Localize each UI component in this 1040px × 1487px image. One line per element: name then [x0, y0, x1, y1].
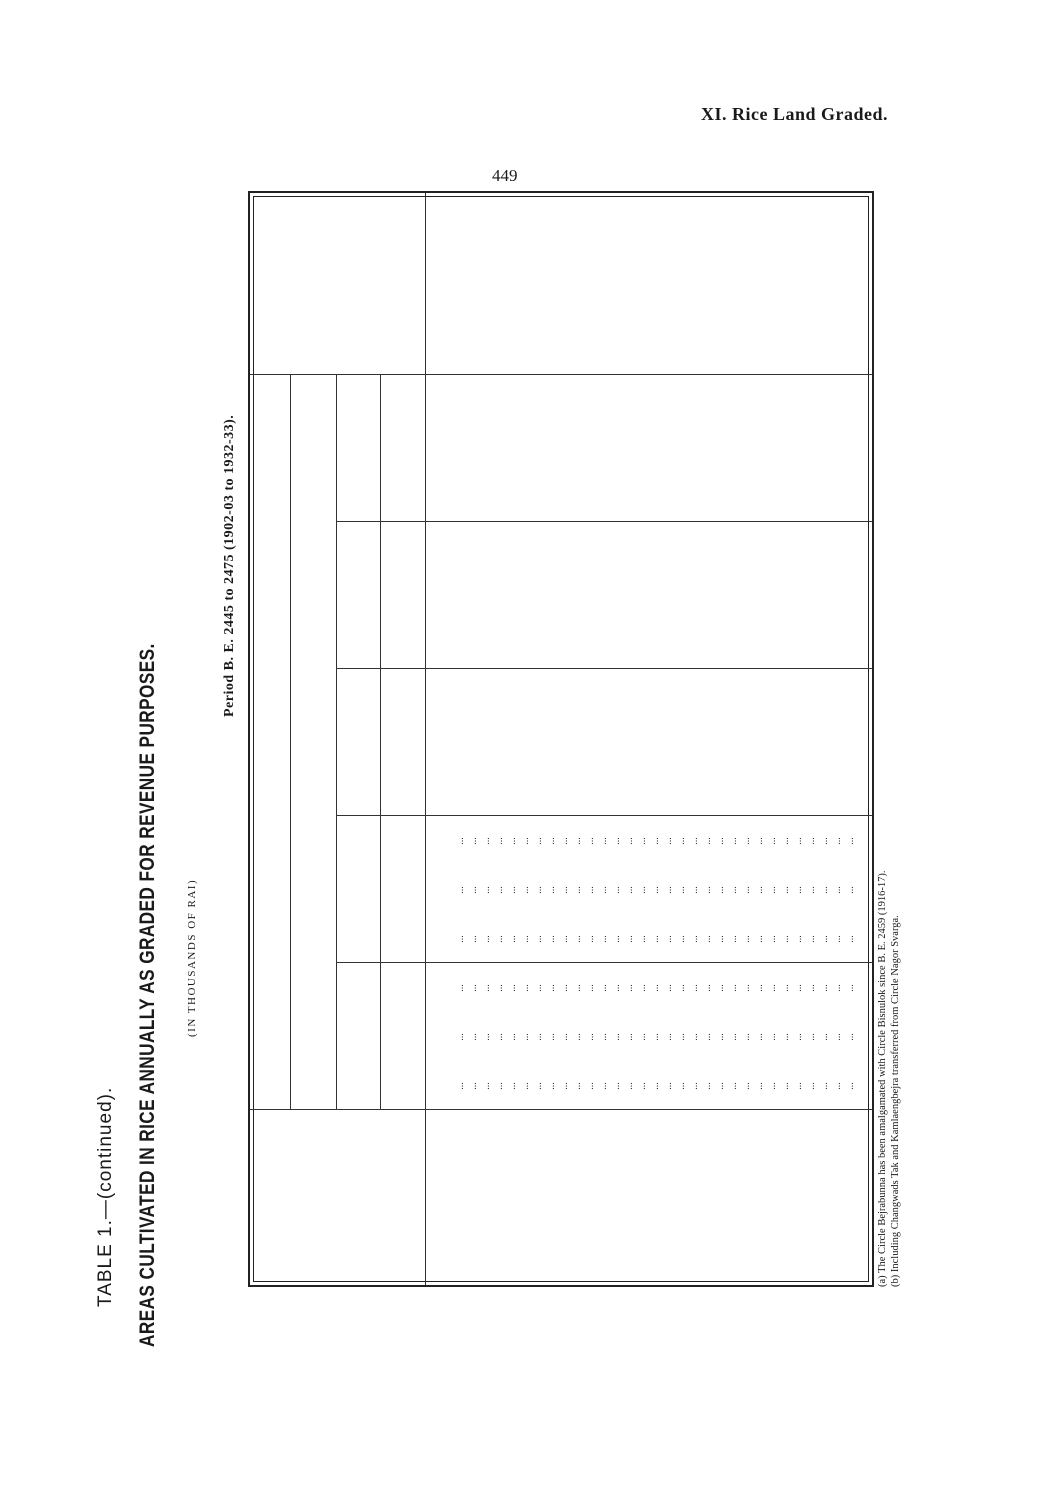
empty-cell: ...	[455, 886, 466, 894]
empty-cell: ...	[728, 886, 739, 894]
empty-cell: ...	[507, 837, 518, 845]
empty-cell: ...	[832, 984, 843, 992]
empty-cell: ...	[689, 984, 700, 992]
empty-cell: ...	[845, 935, 856, 943]
empty-cell: ...	[507, 1082, 518, 1090]
empty-cell: ...	[546, 837, 557, 845]
empty-cell: ...	[819, 935, 830, 943]
empty-cell: ...	[845, 1082, 856, 1090]
empty-cell: ...	[585, 1082, 596, 1090]
empty-cell: ...	[702, 886, 713, 894]
empty-cell: ...	[624, 1033, 635, 1041]
empty-cell: ...	[819, 837, 830, 845]
empty-cell: ...	[819, 984, 830, 992]
empty-cell: ...	[819, 1082, 830, 1090]
empty-cell: ...	[559, 837, 570, 845]
empty-cell: ...	[624, 886, 635, 894]
empty-cell: ...	[650, 984, 661, 992]
empty-cell: ...	[520, 1033, 531, 1041]
empty-cell: ...	[741, 1082, 752, 1090]
empty-cell: ...	[754, 1033, 765, 1041]
empty-cell: ...	[520, 935, 531, 943]
empty-cell: ...	[663, 1082, 674, 1090]
empty-cell: ...	[637, 984, 648, 992]
grade-divider-4	[336, 521, 872, 522]
empty-cell: ...	[793, 837, 804, 845]
empty-cell: ...	[806, 984, 817, 992]
empty-cell: ...	[611, 886, 622, 894]
empty-cell: ...	[520, 1082, 531, 1090]
empty-cell: ...	[689, 935, 700, 943]
empty-cell: ...	[572, 1033, 583, 1041]
section-title: XI. Rice Land Graded.	[700, 104, 888, 124]
empty-cell: ...	[702, 837, 713, 845]
empty-cell: ...	[494, 984, 505, 992]
empty-cell: ...	[585, 1033, 596, 1041]
empty-cell: ...	[494, 1033, 505, 1041]
empty-cell: ...	[624, 935, 635, 943]
empty-cell: ...	[793, 984, 804, 992]
empty-cell: ...	[624, 1082, 635, 1090]
empty-cell: ...	[702, 935, 713, 943]
empty-cell: ...	[832, 837, 843, 845]
page-number: 449	[492, 166, 518, 185]
empty-cell: ...	[637, 1082, 648, 1090]
empty-cell: ...	[754, 837, 765, 845]
empty-cell: ...	[663, 935, 674, 943]
empty-cell: ...	[494, 886, 505, 894]
empty-cell: ...	[663, 837, 674, 845]
empty-cell: ...	[598, 1082, 609, 1090]
empty-cell: ...	[676, 935, 687, 943]
empty-cell: ...	[637, 935, 648, 943]
empty-cell: ...	[455, 935, 466, 943]
empty-cell: ...	[780, 886, 791, 894]
empty-cell: ...	[767, 1082, 778, 1090]
empty-cell: ...	[832, 935, 843, 943]
empty-cell: ...	[455, 1082, 466, 1090]
empty-cell: ...	[559, 935, 570, 943]
empty-cell: ...	[845, 984, 856, 992]
empty-cell: ...	[793, 1033, 804, 1041]
empty-cell: ...	[637, 1033, 648, 1041]
empty-cell: ...	[715, 837, 726, 845]
empty-cell: ...	[793, 1082, 804, 1090]
empty-cell: ...	[832, 1033, 843, 1041]
subheader-divider	[425, 193, 426, 1285]
grade-divider	[336, 375, 337, 1110]
empty-cell: ...	[637, 886, 648, 894]
empty-cell: ...	[715, 1033, 726, 1041]
empty-cell: ...	[559, 886, 570, 894]
grade-divider-3	[336, 668, 872, 669]
empty-cell: ...	[533, 1082, 544, 1090]
empty-cell: ...	[611, 935, 622, 943]
empty-cell: ...	[676, 984, 687, 992]
empty-cell: ...	[494, 935, 505, 943]
empty-cell: ...	[767, 886, 778, 894]
empty-cell: ...	[481, 935, 492, 943]
table-inner-border	[253, 196, 869, 1282]
empty-cell: ...	[533, 935, 544, 943]
empty-cell: ...	[611, 1082, 622, 1090]
empty-cell: ...	[585, 837, 596, 845]
empty-cell: ...	[533, 886, 544, 894]
empty-cell: ...	[715, 886, 726, 894]
empty-cell: ...	[715, 984, 726, 992]
empty-cell: ...	[728, 1033, 739, 1041]
empty-cell: ...	[741, 984, 752, 992]
empty-cell: ...	[637, 837, 648, 845]
empty-cell: ...	[676, 886, 687, 894]
empty-cell: ...	[663, 984, 674, 992]
empty-cell: ...	[533, 1033, 544, 1041]
empty-cell: ...	[741, 935, 752, 943]
empty-cell: ...	[728, 984, 739, 992]
empty-cell: ...	[689, 1033, 700, 1041]
empty-cell: ...	[741, 837, 752, 845]
empty-cell: ...	[572, 1082, 583, 1090]
empty-cell: ...	[780, 984, 791, 992]
table-title: TABLE 1.—(continued).	[95, 1086, 116, 1307]
units-note: (IN THOUSANDS OF RAI)	[186, 878, 198, 1037]
empty-cell: ...	[793, 886, 804, 894]
empty-cell: ...	[546, 984, 557, 992]
total-column-divider	[250, 374, 872, 375]
empty-cell: ...	[546, 935, 557, 943]
empty-cell: ...	[728, 1082, 739, 1090]
empty-cell: ...	[676, 1082, 687, 1090]
empty-cell: ...	[663, 1033, 674, 1041]
empty-cell: ...	[468, 984, 479, 992]
grade-divider-1	[336, 962, 872, 963]
empty-cell: ...	[468, 886, 479, 894]
empty-cell: ...	[598, 935, 609, 943]
empty-cell: ...	[507, 984, 518, 992]
empty-cell: ...	[689, 837, 700, 845]
empty-cell: ...	[754, 886, 765, 894]
main-title: AREAS CULTIVATED IN RICE ANNUALLY AS GRADED FOR REVENUE PURPOSES.	[136, 643, 159, 1347]
empty-cell: ...	[702, 1033, 713, 1041]
empty-cell: ...	[832, 886, 843, 894]
empty-cell: ...	[650, 1082, 661, 1090]
empty-cell: ...	[845, 886, 856, 894]
empty-cell: ...	[767, 935, 778, 943]
empty-cell: ...	[780, 1033, 791, 1041]
empty-cell: ...	[520, 984, 531, 992]
empty-cell: ...	[468, 935, 479, 943]
empty-cell: ...	[702, 984, 713, 992]
empty-cell: ...	[481, 1033, 492, 1041]
empty-cell: ...	[728, 837, 739, 845]
empty-cell: ...	[559, 984, 570, 992]
empty-cell: ...	[611, 984, 622, 992]
empty-cell: ...	[767, 1033, 778, 1041]
empty-cell: ...	[455, 984, 466, 992]
empty-cell: ...	[741, 1033, 752, 1041]
empty-cell: ...	[546, 1033, 557, 1041]
empty-cell: ...	[806, 1033, 817, 1041]
empty-cell: ...	[507, 935, 518, 943]
empty-cell: ...	[468, 1033, 479, 1041]
empty-cell: ...	[819, 886, 830, 894]
empty-cell: ...	[455, 1033, 466, 1041]
empty-cell: ...	[676, 1033, 687, 1041]
empty-cell: ...	[507, 886, 518, 894]
empty-cell: ...	[598, 984, 609, 992]
empty-cell: ...	[598, 886, 609, 894]
empty-cell: ...	[780, 837, 791, 845]
year-column-divider	[250, 1109, 872, 1110]
empty-cell: ...	[585, 935, 596, 943]
empty-cell: ...	[754, 935, 765, 943]
grade-name-divider	[380, 375, 381, 1110]
empty-cell: ...	[481, 1082, 492, 1090]
empty-cell: ...	[650, 1033, 661, 1041]
empty-cell: ...	[663, 886, 674, 894]
empty-cell: ...	[728, 935, 739, 943]
empty-cell: ...	[806, 935, 817, 943]
empty-cell: ...	[481, 886, 492, 894]
empty-cell: ...	[689, 886, 700, 894]
empty-cell: ...	[598, 1033, 609, 1041]
empty-cell: ...	[832, 1082, 843, 1090]
empty-cell: ...	[702, 1082, 713, 1090]
empty-cell: ...	[520, 886, 531, 894]
empty-cell: ...	[780, 935, 791, 943]
empty-cell: ...	[650, 886, 661, 894]
empty-cell: ...	[572, 886, 583, 894]
footnote-b: (b) Including Changwads Tak and Kamlaengbejra transferred from Circle Nagor Svarga.	[890, 915, 901, 1287]
empty-cell: ...	[767, 984, 778, 992]
circle-divider	[290, 375, 291, 1110]
table-frame	[248, 191, 874, 1287]
empty-cell: ...	[806, 1082, 817, 1090]
empty-cell: ...	[520, 837, 531, 845]
empty-cell: ...	[585, 984, 596, 992]
empty-cell: ...	[468, 837, 479, 845]
empty-cell: ...	[780, 1082, 791, 1090]
footnotes	[876, 871, 902, 1287]
empty-cell: ...	[494, 837, 505, 845]
empty-cell: ...	[546, 886, 557, 894]
empty-cell: ...	[494, 1082, 505, 1090]
empty-cell: ...	[767, 837, 778, 845]
empty-cell: ...	[819, 1033, 830, 1041]
empty-cell: ...	[624, 837, 635, 845]
grade-divider-2	[336, 815, 872, 816]
empty-cell: ...	[546, 1082, 557, 1090]
empty-cell: ...	[754, 984, 765, 992]
empty-cell: ...	[715, 935, 726, 943]
empty-cell: ...	[572, 935, 583, 943]
empty-cell: ...	[806, 837, 817, 845]
empty-cell: ...	[598, 837, 609, 845]
empty-cell: ...	[806, 886, 817, 894]
empty-cell: ...	[611, 837, 622, 845]
empty-cell: ...	[559, 1082, 570, 1090]
empty-cell: ...	[572, 984, 583, 992]
empty-cell: ...	[455, 837, 466, 845]
period-heading: Period B. E. 2445 to 2475 (1902-03 to 1932-33).	[222, 414, 237, 717]
empty-cell: ...	[715, 1082, 726, 1090]
empty-cell: ...	[533, 837, 544, 845]
empty-cell: ...	[650, 935, 661, 943]
footnote-a: (a) The Circle Bejrabunna has been amalgamated with Circle Bisnulok since B. E. 2459 (1916-17).	[877, 870, 888, 1287]
empty-cell: ...	[650, 837, 661, 845]
empty-cell: ...	[793, 935, 804, 943]
empty-cell: ...	[845, 837, 856, 845]
empty-cell: ...	[507, 1033, 518, 1041]
empty-cell: ...	[611, 1033, 622, 1041]
empty-cell: ...	[676, 837, 687, 845]
empty-cell: ...	[533, 984, 544, 992]
empty-cell: ...	[741, 886, 752, 894]
empty-cell: ...	[481, 837, 492, 845]
empty-cell: ...	[845, 1033, 856, 1041]
empty-cell: ...	[754, 1082, 765, 1090]
empty-cell: ...	[559, 1033, 570, 1041]
empty-cell: ...	[624, 984, 635, 992]
empty-cell: ...	[468, 1082, 479, 1090]
empty-cell: ...	[572, 837, 583, 845]
empty-cell: ...	[585, 886, 596, 894]
empty-cell: ...	[689, 1082, 700, 1090]
empty-cell: ...	[481, 984, 492, 992]
